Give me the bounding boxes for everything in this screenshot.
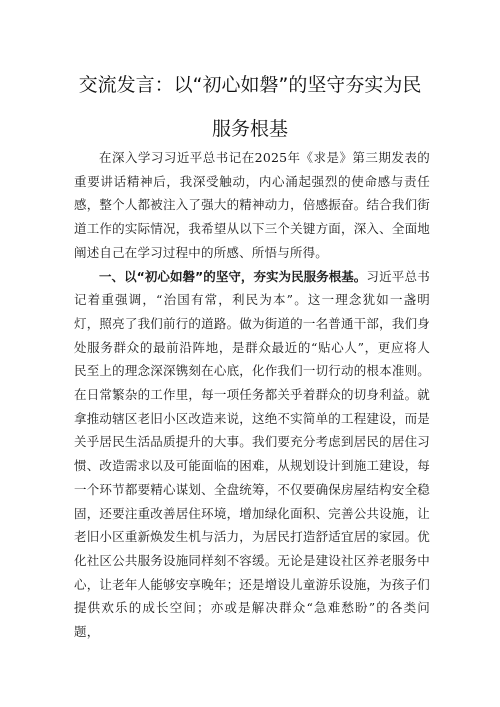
- document-title-line-2: 服务根基: [211, 118, 288, 140]
- section-one-paragraph: [74, 265, 430, 644]
- section-one-text: 习近平总书记着重强调，“治国有常，利民为本”。这一理念犹如一盏明灯，照亮了我们前行的道路。做为街道的一名普通干部，我们身处服务群众的最前沿阵地，是群众最近的“贴心人”，更应将人民至上的理念深深镌刻在心底，化作我们一切行动的根本准则。在日常繁杂的工作里，每一项任务都关乎着群众的切身利益。就拿推动辖区老旧小区改造来说，这绝不实简单的工程建设，而是关乎居民生活品质提升的大事。我们要充分考虑到居民的居住习惯、改造需求以及可能面临的困难，从规划设计到施工建设，每一个环节都要精心谋划、全盘统筹，不仅要确保房屋结构安全稳固，还要注重改善居住环境，增加绿化面积、完善公共设施，让老旧小区重新焕发生机与活力，为居民打造舒适宜居的家园。优化社区公共服务设施同样刻不容缓。无论是建设社区养老服务中心，让老年人能够安享晚年；还是增设儿童游乐设施，为孩子们提供欢乐的成长空间；亦或是解决群众“急难愁盼”的各类问题，: [74, 268, 430, 640]
- intro-paragraph-text: 在深入学习习近平总书记在2025年《求是》第三期发表的重要讲话精神后，我深受触动，内心涌起强烈的使命感与责任感，整个人都被注入了强大的精神动力，倍感振奋。结合我们街道工作的实际情况，我希望从以下三个关键方面，深入、全面地阐述自己在学习过程中的所感、所悟与所得。: [74, 150, 430, 260]
- document-body: [74, 146, 430, 644]
- section-one-heading: 一、以“初心如磐”的坚守，夯实为民服务根基。: [99, 268, 367, 284]
- document-title-line-1: 交流发言：以“初心如磐”的坚守夯实为民: [78, 74, 422, 96]
- intro-paragraph: [74, 146, 430, 265]
